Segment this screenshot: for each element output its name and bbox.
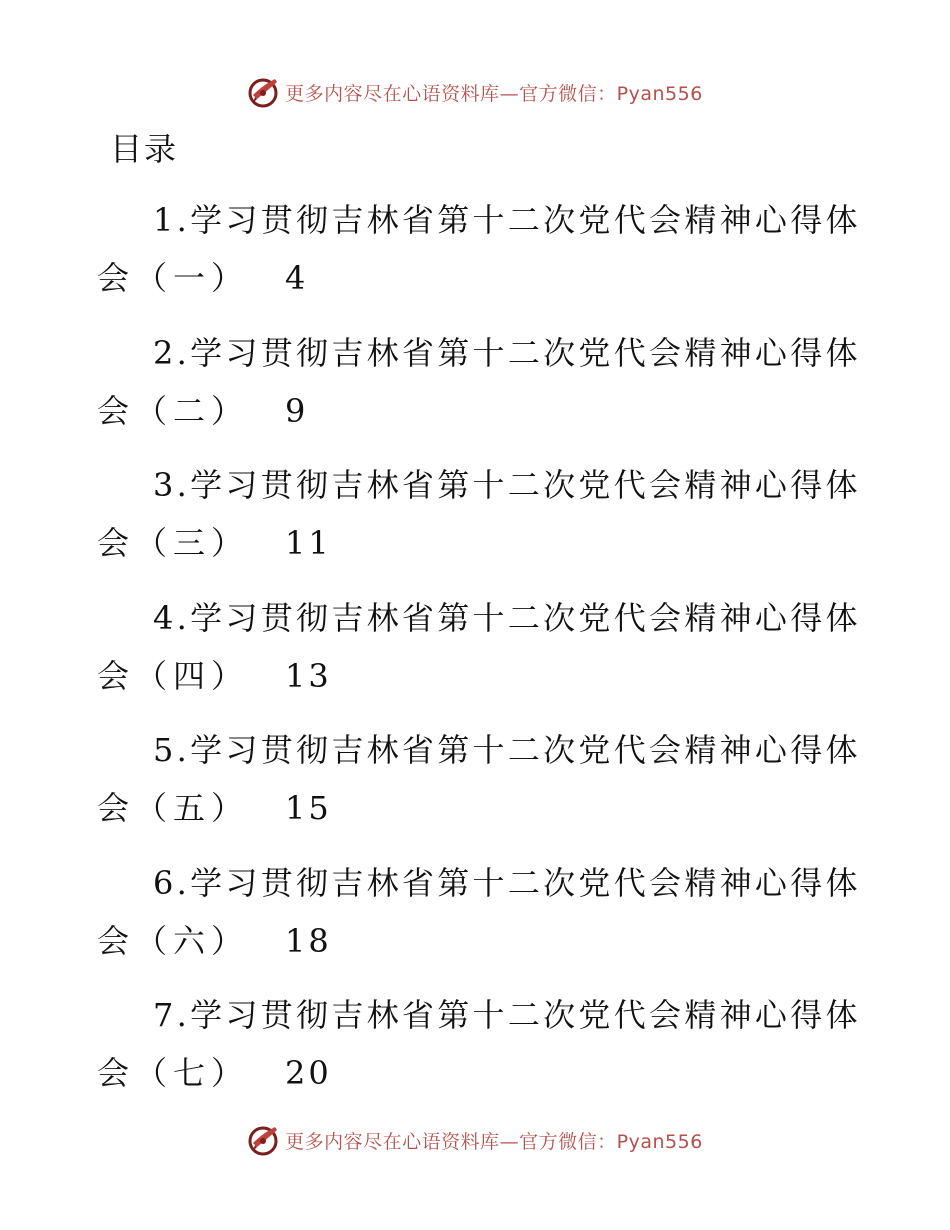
- toc-item-5[interactable]: [97, 720, 861, 853]
- banner-text-main: 更多内容尽在心语资料库—官方微信：: [285, 1130, 617, 1153]
- toc-list: [97, 190, 861, 1118]
- toc-page-number: 9: [285, 391, 309, 430]
- toc-page-number: 11: [285, 524, 332, 562]
- toc-item-title: 4.学习贯彻吉林省第十二次党代会精神心得体: [153, 598, 861, 637]
- banner-text-main: 更多内容尽在心语资料库—官方微信：: [285, 82, 617, 105]
- toc-item-title: 3.学习贯彻吉林省第十二次党代会精神心得体: [153, 466, 861, 504]
- toc-page-number: 18: [285, 921, 332, 960]
- toc-item-title: 2.学习贯彻吉林省第十二次党代会精神心得体: [153, 333, 861, 372]
- toc-page-number: 4: [285, 259, 309, 297]
- banner-text: [285, 79, 703, 106]
- toc-item-subtitle: 会（六）: [97, 921, 250, 960]
- toc-item-continuation: [97, 381, 308, 441]
- banner-text: [285, 1127, 703, 1154]
- header-banner-inner: [247, 75, 703, 109]
- toc-item-7[interactable]: [97, 985, 861, 1118]
- toc-item-4[interactable]: [97, 588, 861, 721]
- footer-banner: [0, 1120, 950, 1160]
- toc-item-continuation: [97, 513, 332, 573]
- toc-item-title: 7.学习贯彻吉林省第十二次党代会精神心得体: [153, 996, 861, 1034]
- toc-item-6[interactable]: [97, 853, 861, 986]
- footer-banner-inner: [247, 1123, 703, 1157]
- toc-page-number: 20: [285, 1054, 332, 1092]
- toc-item-continuation: [97, 778, 332, 838]
- toc-item-continuation: [97, 248, 308, 308]
- toc-item-subtitle: 会（一）: [97, 259, 250, 297]
- pen-logo-icon: [247, 1123, 281, 1157]
- banner-wechat-id: Pyan556: [616, 1130, 703, 1153]
- toc-item-subtitle: 会（四）: [97, 656, 250, 695]
- toc-item-continuation: [97, 1043, 332, 1103]
- toc-item-2[interactable]: [97, 323, 861, 456]
- page-title: 目录: [110, 130, 179, 168]
- toc-item-title: 6.学习贯彻吉林省第十二次党代会精神心得体: [153, 863, 861, 902]
- toc-page-number: 15: [285, 789, 332, 827]
- toc-item-subtitle: 会（二）: [97, 391, 250, 430]
- toc-item-title: 1.学习贯彻吉林省第十二次党代会精神心得体: [153, 201, 861, 239]
- toc-item-1[interactable]: [97, 190, 861, 323]
- toc-page-number: 13: [285, 656, 332, 695]
- toc-item-3[interactable]: [97, 455, 861, 588]
- toc-item-subtitle: 会（五）: [97, 789, 250, 827]
- header-banner: [0, 72, 950, 112]
- toc-item-subtitle: 会（三）: [97, 524, 250, 562]
- pen-logo-icon: [247, 75, 281, 109]
- toc-item-subtitle: 会（七）: [97, 1054, 250, 1092]
- banner-wechat-id: Pyan556: [616, 82, 703, 105]
- toc-item-continuation: [97, 646, 332, 706]
- toc-item-continuation: [97, 911, 332, 971]
- toc-item-title: 5.学习贯彻吉林省第十二次党代会精神心得体: [153, 731, 861, 769]
